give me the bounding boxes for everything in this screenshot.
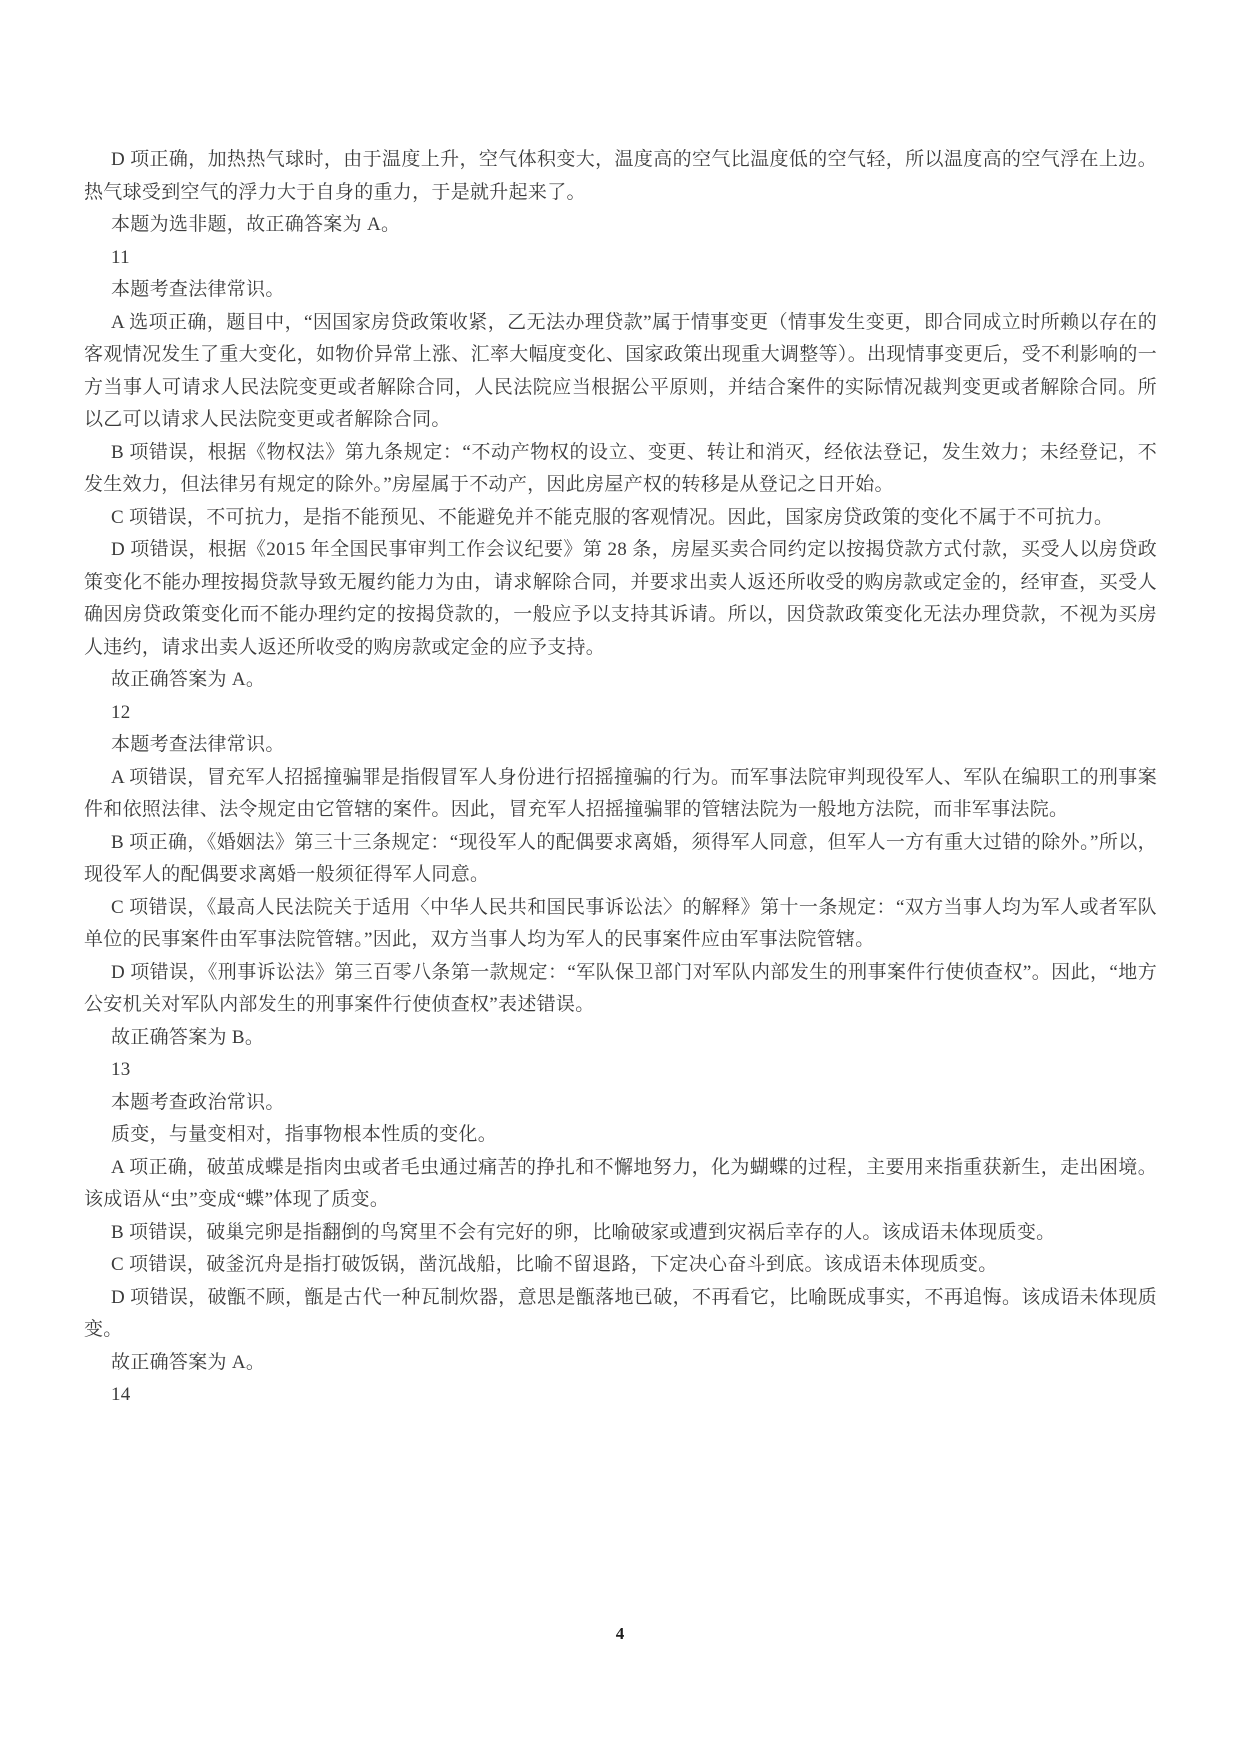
paragraph-q13-intro: 本题考查政治常识。 [111, 1091, 285, 1113]
paragraph-q13-option-a: A 项正确，破茧成蝶是指肉虫或者毛虫通过痛苦的挣扎和不懈地努力，化为蝴蝶的过程，主要用来指重获新生，走出困境。该成语从“虫”变成“蝶”体现了质变。 [84, 1156, 1157, 1210]
paragraph-q12-answer: 故正确答案为 B。 [111, 1026, 265, 1048]
paragraph-q11-option-a: A 选项正确，题目中，“因国家房贷政策收紧，乙无法办理贷款”属于情事变更（情事发生变更，即合同成立时所赖以存在的客观情况发生了重大变化，如物价异常上涨、汇率大幅度变化、国家政策出现重大调整等）。出现情事变更后，受不利影响的一方当事人可请求人民法院变更或者解除合同，人民法院应当根据公平原则，并结合案件的实际情况裁判变更或者解除合同。所以乙可以请求人民法院变更或者解除合同。 [84, 311, 1157, 430]
paragraph-q13-option-d: D 项错误，破甑不顾，甑是古代一种瓦制炊器，意思是甑落地已破，不再看它，比喻既成事实，不再追悔。该成语未体现质变。 [84, 1286, 1157, 1340]
page-footer [0, 1624, 1240, 1644]
paragraph-q12-option-b: B 项正确，《婚姻法》第三十三条规定：“现役军人的配偶要求离婚，须得军人同意，但军人一方有重大过错的除外。”所以，现役军人的配偶要求离婚一般须征得军人同意。 [84, 831, 1157, 885]
question-number-13: 13 [111, 1059, 131, 1080]
paragraph-q12-option-a: A 项错误，冒充军人招摇撞骗罪是指假冒军人身份进行招摇撞骗的行为。而军事法院审判现役军人、军队在编职工的刑事案件和依照法律、法令规定由它管辖的案件。因此，冒充军人招摇撞骗罪的管辖法院为一般地方法院，而非军事法院。 [84, 766, 1157, 820]
paragraph-q12-option-c: C 项错误，《最高人民法院关于适用〈中华人民共和国民事诉讼法〉的解释》第十一条规定：“双方当事人均为军人或者军队单位的民事案件由军事法院管辖。”因此，双方当事人均为军人的民事案件应由军事法院管辖。 [84, 896, 1157, 950]
paragraph-q13-answer: 故正确答案为 A。 [111, 1351, 266, 1373]
paragraph-q11-intro: 本题考查法律常识。 [111, 279, 285, 300]
question-number-14: 14 [111, 1384, 131, 1405]
paragraph-q13-option-c: C 项错误，破釜沉舟是指打破饭锅，凿沉战船，比喻不留退路，下定决心奋斗到底。该成语未体现质变。 [111, 1254, 998, 1275]
paragraph-q10-option-d: D 项正确，加热热气球时，由于温度上升，空气体积变大，温度高的空气比温度低的空气轻，所以温度高的空气浮在上边。热气球受到空气的浮力大于自身的重力，于是就升起来了。 [84, 149, 1157, 203]
paragraph-q11-option-b: B 项错误，根据《物权法》第九条规定：“不动产物权的设立、变更、转让和消灭，经依法登记，发生效力；未经登记，不发生效力，但法律另有规定的除外。”房屋属于不动产，因此房屋产权的转移是从登记之日开始。 [84, 441, 1157, 495]
paragraph-q10-answer: 本题为选非题，故正确答案为 A。 [111, 214, 401, 235]
paragraph-q13-definition: 质变，与量变相对，指事物根本性质的变化。 [111, 1124, 498, 1145]
question-number-12: 12 [111, 701, 131, 723]
paragraph-q12-option-d: D 项错误，《刑事诉讼法》第三百零八条第一款规定：“军队保卫部门对军队内部发生的刑事案件行使侦查权”。因此，“地方公安机关对军队内部发生的刑事案件行使侦查权”表述错误。 [84, 961, 1157, 1015]
paragraph-q12-intro: 本题考查法律常识。 [111, 734, 285, 755]
paragraph-q11-answer: 故正确答案为 A。 [111, 669, 266, 690]
question-number-11: 11 [111, 246, 130, 268]
paragraph-q13-option-b: B 项错误，破巢完卵是指翻倒的鸟窝里不会有完好的卵，比喻破家或遭到灾祸后幸存的人。该成语未体现质变。 [111, 1221, 1056, 1243]
page-number: 4 [615, 1624, 625, 1643]
paragraph-q11-option-d: D 项错误，根据《2015 年全国民事审判工作会议纪要》第 28 条，房屋买卖合同约定以按揭贷款方式付款，买受人以房贷政策变化不能办理按揭贷款导致无履约能力为由，请求解除合同，并要求出卖人返还所收受的购房款或定金的，经审查，买受人确因房贷政策变化而不能办理约定的按揭贷款的，一般应予以支持其诉请。所以，因贷款政策变化无法办理贷款，不视为买房人违约，请求出卖人返还所收受的购房款或定金的应予支持。 [84, 539, 1157, 658]
paragraph-q11-option-c: C 项错误，不可抗力，是指不能预见、不能避免并不能克服的客观情况。因此，国家房贷政策的变化不属于不可抗力。 [111, 506, 1114, 528]
document-body [84, 144, 1157, 1412]
